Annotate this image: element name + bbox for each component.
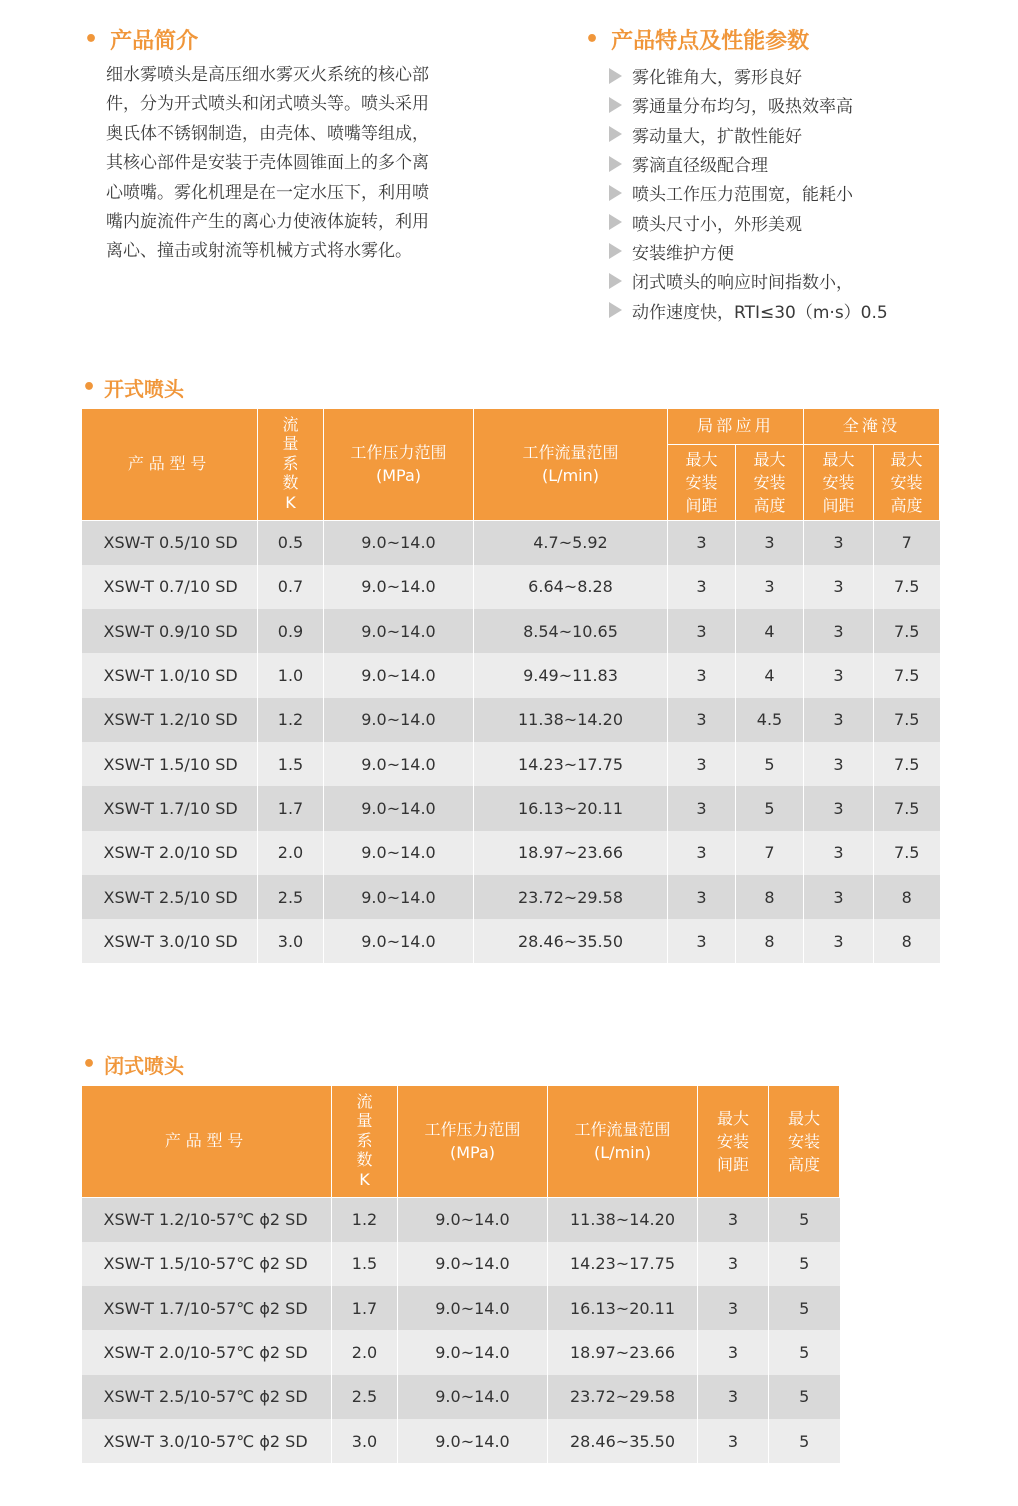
triangle-bullet-icon	[609, 185, 622, 201]
feature-text: 喷头工作压力范围宽，能耗小	[632, 185, 853, 206]
cell-local-height: 7	[736, 831, 804, 875]
intro-line: 奥氏体不锈钢制造，由壳体、喷嘴等组成，	[106, 123, 429, 144]
triangle-bullet-icon	[609, 156, 622, 172]
col-header-flow	[548, 1086, 698, 1198]
cell-pressure: 9.0~14.0	[398, 1242, 548, 1286]
cell-k: 1.2	[258, 698, 324, 742]
cell-local-spacing: 3	[668, 698, 736, 742]
closed-nozzle-table	[81, 1085, 840, 1463]
cell-pressure: 9.0~14.0	[324, 565, 474, 609]
table-row	[82, 831, 940, 875]
cell-local-spacing: 3	[668, 609, 736, 653]
feature-text: 雾通量分布均匀，吸热效率高	[632, 97, 853, 118]
cell-model: XSW-T 1.7/10 SD	[82, 786, 258, 830]
col-header-local-spacing	[668, 445, 736, 521]
col-header-local-height	[736, 445, 804, 521]
cell-total-spacing: 3	[804, 698, 874, 742]
col-header-total-height	[874, 445, 940, 521]
cell-pressure: 9.0~14.0	[324, 653, 474, 697]
cell-local-height: 3	[736, 521, 804, 565]
open-table-title: 开式喷头	[104, 377, 185, 401]
cell-local-spacing: 3	[668, 919, 736, 963]
flow-header-cn: 工作流量范围	[574, 1120, 671, 1140]
cell-local-height: 4.5	[736, 698, 804, 742]
intro-line: 其核心部件是安装于壳体圆锥面上的多个离	[106, 153, 429, 174]
col-header-height	[769, 1086, 840, 1198]
feature-item	[609, 149, 888, 178]
open-nozzle-table	[81, 408, 940, 963]
cell-flow: 23.72~29.58	[474, 875, 668, 919]
cell-pressure: 9.0~14.0	[324, 831, 474, 875]
feature-item	[609, 237, 888, 266]
feature-text: 雾化锥角大，雾形良好	[632, 68, 802, 89]
col-header-model: 产品型号	[82, 1086, 332, 1198]
table-row	[82, 1198, 840, 1242]
cell-spacing: 3	[698, 1198, 769, 1242]
intro-line: 件，分为开式喷头和闭式喷头等。喷头采用	[106, 94, 429, 115]
cell-pressure: 9.0~14.0	[324, 521, 474, 565]
table-row	[82, 565, 940, 609]
cell-local-height: 4	[736, 609, 804, 653]
cell-pressure: 9.0~14.0	[324, 919, 474, 963]
cell-pressure: 9.0~14.0	[398, 1330, 548, 1374]
triangle-bullet-icon	[609, 214, 622, 230]
pressure-header-unit: (MPa)	[449, 1142, 496, 1162]
cell-total-spacing: 3	[804, 831, 874, 875]
cell-local-spacing: 3	[668, 786, 736, 830]
cell-model: XSW-T 1.2/10-57℃ ϕ2 SD	[82, 1198, 332, 1242]
cell-local-height: 8	[736, 875, 804, 919]
cell-flow: 18.97~23.66	[474, 831, 668, 875]
cell-local-height: 5	[736, 742, 804, 786]
intro-paragraph	[106, 61, 474, 267]
bullet-dot-icon: •	[84, 26, 99, 52]
header-text: 最大安装高度	[787, 1108, 820, 1174]
cell-k: 0.9	[258, 609, 324, 653]
triangle-bullet-icon	[609, 302, 622, 318]
feature-item	[609, 178, 888, 207]
col-header-spacing	[698, 1086, 769, 1198]
feature-item	[609, 120, 888, 149]
cell-model: XSW-T 2.5/10 SD	[82, 875, 258, 919]
triangle-bullet-icon	[609, 68, 622, 84]
cell-total-height: 7.5	[874, 742, 940, 786]
triangle-bullet-icon	[609, 273, 622, 289]
cell-total-height: 7.5	[874, 831, 940, 875]
cell-height: 5	[769, 1375, 840, 1419]
table-row	[82, 1286, 840, 1330]
group-header-local: 局部应用	[668, 409, 804, 445]
cell-k: 2.0	[258, 831, 324, 875]
cell-local-height: 3	[736, 565, 804, 609]
cell-model: XSW-T 3.0/10 SD	[82, 919, 258, 963]
cell-flow: 16.13~20.11	[548, 1286, 698, 1330]
table-row	[82, 653, 940, 697]
cell-model: XSW-T 1.5/10-57℃ ϕ2 SD	[82, 1242, 332, 1286]
cell-total-spacing: 3	[804, 565, 874, 609]
closed-table-title: 闭式喷头	[104, 1054, 185, 1078]
cell-spacing: 3	[698, 1375, 769, 1419]
cell-model: XSW-T 1.2/10 SD	[82, 698, 258, 742]
col-header-k	[258, 409, 324, 521]
cell-pressure: 9.0~14.0	[398, 1198, 548, 1242]
table-row	[82, 1375, 840, 1419]
cell-model: XSW-T 0.9/10 SD	[82, 609, 258, 653]
cell-pressure: 9.0~14.0	[398, 1286, 548, 1330]
cell-flow: 8.54~10.65	[474, 609, 668, 653]
cell-height: 5	[769, 1330, 840, 1374]
table-row	[82, 919, 940, 963]
cell-total-height: 7.5	[874, 653, 940, 697]
col-header-model: 产品型号	[82, 409, 258, 521]
cell-total-spacing: 3	[804, 786, 874, 830]
cell-k: 1.7	[258, 786, 324, 830]
feature-text: 雾滴直径级配合理	[632, 156, 768, 177]
triangle-bullet-icon	[609, 126, 622, 142]
cell-flow: 11.38~14.20	[474, 698, 668, 742]
features-heading	[585, 24, 809, 55]
pressure-header-unit: (MPa)	[375, 465, 422, 485]
col-header-flow	[474, 409, 668, 521]
cell-spacing: 3	[698, 1419, 769, 1463]
cell-flow: 23.72~29.58	[548, 1375, 698, 1419]
pressure-header-cn: 工作压力范围	[350, 443, 447, 463]
header-text: 最大安装高度	[890, 449, 923, 515]
col-header-pressure	[398, 1086, 548, 1198]
cell-flow: 28.46~35.50	[548, 1419, 698, 1463]
cell-flow: 14.23~17.75	[474, 742, 668, 786]
open-table-heading	[82, 373, 184, 402]
feature-text: 雾动量大，扩散性能好	[632, 126, 802, 147]
table-row	[82, 1330, 840, 1374]
cell-flow: 18.97~23.66	[548, 1330, 698, 1374]
cell-total-height: 7.5	[874, 786, 940, 830]
features-title: 产品特点及性能参数	[611, 29, 810, 54]
cell-total-spacing: 3	[804, 742, 874, 786]
cell-local-height: 4	[736, 653, 804, 697]
cell-total-spacing: 3	[804, 875, 874, 919]
cell-spacing: 3	[698, 1330, 769, 1374]
cell-total-height: 7.5	[874, 609, 940, 653]
table-row	[82, 521, 940, 565]
col-header-k	[332, 1086, 398, 1198]
cell-flow: 16.13~20.11	[474, 786, 668, 830]
cell-k: 3.0	[258, 919, 324, 963]
feature-item	[609, 207, 888, 236]
cell-height: 5	[769, 1198, 840, 1242]
cell-k: 1.2	[332, 1198, 398, 1242]
feature-text: 安装维护方便	[632, 243, 734, 264]
intro-title: 产品简介	[110, 29, 199, 54]
col-header-k-text: 流量系数K	[282, 414, 299, 512]
table-row	[82, 698, 940, 742]
cell-pressure: 9.0~14.0	[324, 875, 474, 919]
cell-flow: 4.7~5.92	[474, 521, 668, 565]
cell-flow: 28.46~35.50	[474, 919, 668, 963]
cell-local-spacing: 3	[668, 521, 736, 565]
cell-k: 0.7	[258, 565, 324, 609]
header-text: 最大安装高度	[753, 449, 786, 515]
cell-k: 2.5	[332, 1375, 398, 1419]
cell-spacing: 3	[698, 1242, 769, 1286]
table-row	[82, 742, 940, 786]
cell-model: XSW-T 1.0/10 SD	[82, 653, 258, 697]
intro-line: 心喷嘴。雾化机理是在一定水压下，利用喷	[106, 182, 429, 203]
table-row	[82, 1419, 840, 1463]
table-row	[82, 875, 940, 919]
cell-height: 5	[769, 1286, 840, 1330]
intro-heading	[84, 24, 198, 55]
cell-height: 5	[769, 1242, 840, 1286]
cell-total-spacing: 3	[804, 521, 874, 565]
intro-line: 离心、撞击或射流等机械方式将水雾化。	[106, 241, 412, 262]
cell-k: 1.7	[332, 1286, 398, 1330]
cell-flow: 14.23~17.75	[548, 1242, 698, 1286]
col-header-total-spacing	[804, 445, 874, 521]
feature-text: 闭式喷头的响应时间指数小，	[632, 273, 853, 294]
triangle-bullet-icon	[609, 243, 622, 259]
cell-model: XSW-T 0.7/10 SD	[82, 565, 258, 609]
pressure-header-cn: 工作压力范围	[424, 1120, 521, 1140]
cell-k: 1.5	[332, 1242, 398, 1286]
bullet-dot-icon: •	[585, 26, 600, 52]
cell-local-height: 8	[736, 919, 804, 963]
cell-total-spacing: 3	[804, 609, 874, 653]
cell-total-height: 7.5	[874, 565, 940, 609]
bullet-dot-icon: •	[82, 1051, 97, 1077]
cell-pressure: 9.0~14.0	[398, 1375, 548, 1419]
cell-k: 0.5	[258, 521, 324, 565]
cell-local-height: 5	[736, 786, 804, 830]
feature-text: 动作速度快，RTI≤30（m·s）0.5	[632, 302, 888, 323]
cell-pressure: 9.0~14.0	[324, 786, 474, 830]
cell-model: XSW-T 2.5/10-57℃ ϕ2 SD	[82, 1375, 332, 1419]
cell-total-height: 7.5	[874, 698, 940, 742]
col-header-pressure	[324, 409, 474, 521]
cell-model: XSW-T 0.5/10 SD	[82, 521, 258, 565]
header-text: 最大安装间距	[685, 449, 718, 515]
flow-header-cn: 工作流量范围	[522, 443, 619, 463]
cell-height: 5	[769, 1419, 840, 1463]
intro-line: 细水雾喷头是高压细水雾灭火系统的核心部	[106, 65, 429, 85]
cell-flow: 9.49~11.83	[474, 653, 668, 697]
cell-k: 1.5	[258, 742, 324, 786]
cell-model: XSW-T 3.0/10-57℃ ϕ2 SD	[82, 1419, 332, 1463]
cell-total-height: 8	[874, 875, 940, 919]
cell-local-spacing: 3	[668, 565, 736, 609]
cell-flow: 11.38~14.20	[548, 1198, 698, 1242]
cell-spacing: 3	[698, 1286, 769, 1330]
cell-k: 1.0	[258, 653, 324, 697]
feature-item	[609, 295, 888, 324]
cell-total-spacing: 3	[804, 653, 874, 697]
flow-header-unit: (L/min)	[594, 1142, 651, 1162]
cell-pressure: 9.0~14.0	[398, 1419, 548, 1463]
cell-flow: 6.64~8.28	[474, 565, 668, 609]
cell-model: XSW-T 1.5/10 SD	[82, 742, 258, 786]
cell-model: XSW-T 2.0/10-57℃ ϕ2 SD	[82, 1330, 332, 1374]
cell-local-spacing: 3	[668, 875, 736, 919]
cell-pressure: 9.0~14.0	[324, 609, 474, 653]
feature-item	[609, 61, 888, 90]
feature-item	[609, 90, 888, 119]
table-row	[82, 786, 940, 830]
table-row	[82, 609, 940, 653]
col-header-k-text: 流量系数K	[356, 1091, 373, 1189]
group-header-total: 全淹没	[804, 409, 940, 445]
header-text: 最大安装间距	[716, 1108, 749, 1174]
cell-pressure: 9.0~14.0	[324, 742, 474, 786]
cell-total-height: 8	[874, 919, 940, 963]
cell-total-height: 7	[874, 521, 940, 565]
cell-k: 2.5	[258, 875, 324, 919]
closed-table-heading	[82, 1050, 184, 1079]
cell-total-spacing: 3	[804, 919, 874, 963]
cell-local-spacing: 3	[668, 653, 736, 697]
header-text: 最大安装间距	[822, 449, 855, 515]
cell-local-spacing: 3	[668, 742, 736, 786]
triangle-bullet-icon	[609, 97, 622, 113]
cell-k: 2.0	[332, 1330, 398, 1374]
feature-item	[609, 266, 888, 295]
cell-local-spacing: 3	[668, 831, 736, 875]
table-row	[82, 1242, 840, 1286]
cell-model: XSW-T 2.0/10 SD	[82, 831, 258, 875]
cell-model: XSW-T 1.7/10-57℃ ϕ2 SD	[82, 1286, 332, 1330]
intro-line: 嘴内旋流件产生的离心力使液体旋转，利用	[106, 212, 429, 233]
features-list	[609, 61, 888, 325]
flow-header-unit: (L/min)	[542, 465, 599, 485]
cell-pressure: 9.0~14.0	[324, 698, 474, 742]
cell-k: 3.0	[332, 1419, 398, 1463]
feature-text: 喷头尺寸小，外形美观	[632, 214, 802, 235]
bullet-dot-icon: •	[82, 374, 97, 400]
